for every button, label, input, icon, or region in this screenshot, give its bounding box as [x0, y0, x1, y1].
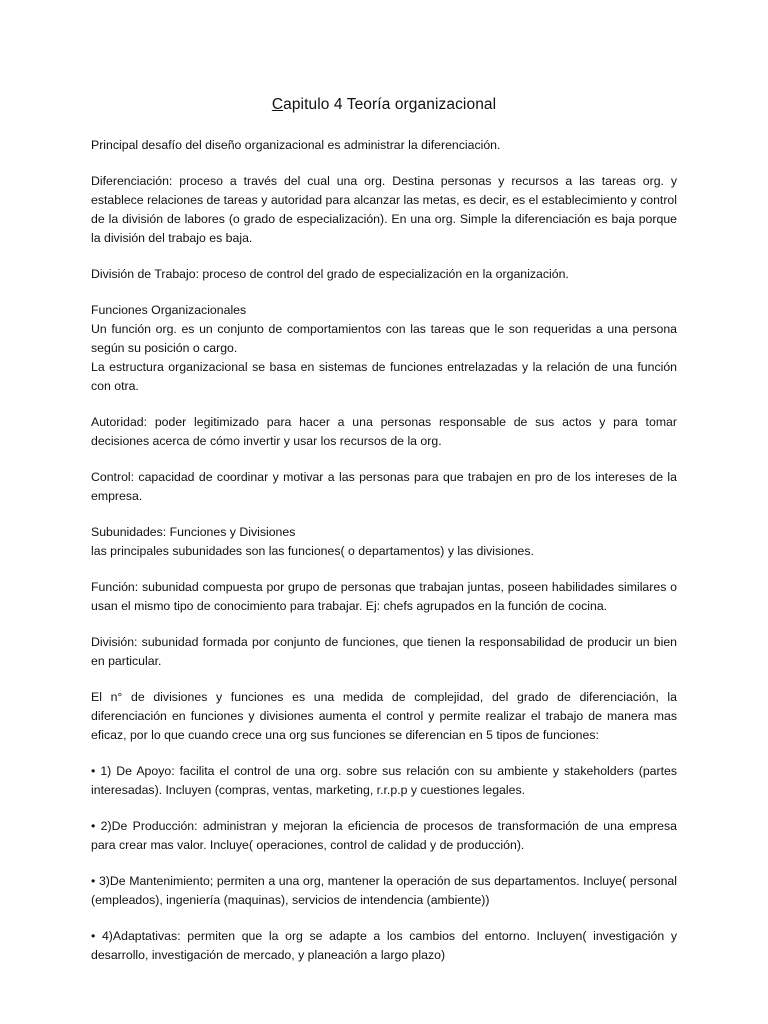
- bullet-icon: •: [91, 874, 96, 888]
- paragraph-funcion-org: Un función org. es un conjunto de comportamientos con las tareas que le son requeridas a una persona según su posición o cargo.: [91, 322, 677, 355]
- paragraph-intro: Principal desafío del diseño organizacional es administrar la diferenciación.: [91, 138, 501, 152]
- paragraph-complejidad: El n° de divisiones y funciones es una medida de complejidad, del grado de diferenciación, la diferenciación en funciones y divisiones aumenta el control y permite realizar el trabajo de manera mas eficaz, por lo que cuando crece una org sus funciones se diferencian en 5 tipos de funciones:: [91, 690, 677, 742]
- bullet-icon: •: [91, 929, 96, 943]
- page-title: [91, 96, 677, 114]
- paragraph-estructura: La estructura organizacional se basa en sistemas de funciones entrelazadas y la relación de una función con otra.: [91, 360, 677, 393]
- bullet-text: 4)Adaptativas: permiten que la org se adapte a los cambios del entorno. Incluyen( investigación y desarrollo, investigación de mercado, y planeación a largo plazo): [91, 929, 677, 962]
- bullet-item: [91, 817, 677, 855]
- paragraph-control: Control: capacidad de coordinar y motivar a las personas para que trabajen en pro de los intereses de la empresa.: [91, 470, 677, 503]
- paragraph-division-trabajo: División de Trabajo: proceso de control del grado de especialización en la organización.: [91, 267, 569, 281]
- bullet-item: [91, 927, 677, 965]
- bullet-item: [91, 762, 677, 800]
- section-funciones: [91, 301, 677, 396]
- paragraph-diferenciacion: Diferenciación: proceso a través del cual una org. Destina personas y recursos a las tareas org. y establece relaciones de tareas y autoridad para alcanzar las metas, es decir, es el establecimiento y control de la división de labores (o grado de especialización). En una org. Simple la diferenciación es baja porque la división del trabajo es baja.: [91, 174, 677, 245]
- paragraph-subunidades: las principales subunidades son las funciones( o departamentos) y las divisiones.: [91, 544, 534, 558]
- title-text: apitulo 4 Teoría organizacional: [283, 96, 497, 113]
- paragraph-division: División: subunidad formada por conjunto de funciones, que tienen la responsabilidad de producir un bien en particular.: [91, 635, 677, 668]
- bullet-icon: •: [91, 764, 96, 778]
- paragraph-funcion: Función: subunidad compuesta por grupo de personas que trabajan juntas, poseen habilidades similares o usan el mismo tipo de conocimiento para trabajar. Ej: chefs agrupados en la función de cocina.: [91, 580, 677, 613]
- bullet-item: [91, 872, 677, 910]
- section-subunidades: [91, 523, 677, 561]
- title-underlined-initial: C: [271, 96, 284, 113]
- bullet-text: 2)De Producción: administran y mejoran la eficiencia de procesos de transformación de una empresa para crear mas valor. Incluye( operaciones, control de calidad y de producción).: [91, 819, 677, 852]
- section-heading-subunidades: Subunidades: Funciones y Divisiones: [91, 525, 296, 539]
- bullet-text: 3)De Mantenimiento; permiten a una org, mantener la operación de sus departamentos. Incluye( personal (empleados), ingeniería (maquinas), servicios de intendencia (ambiente)): [91, 874, 678, 907]
- bullet-icon: •: [91, 819, 96, 833]
- bullet-text: 1) De Apoyo: facilita el control de una org. sobre sus relación con su ambiente y stakeholders (partes interesadas). Incluyen (compras, ventas, marketing, r.r.p.p y cuestiones legales.: [91, 764, 677, 797]
- paragraph-autoridad: Autoridad: poder legitimizado para hacer a una personas responsable de sus actos y para tomar decisiones acerca de cómo invertir y usar los recursos de la org.: [91, 415, 677, 448]
- section-heading-funciones: Funciones Organizacionales: [91, 303, 247, 317]
